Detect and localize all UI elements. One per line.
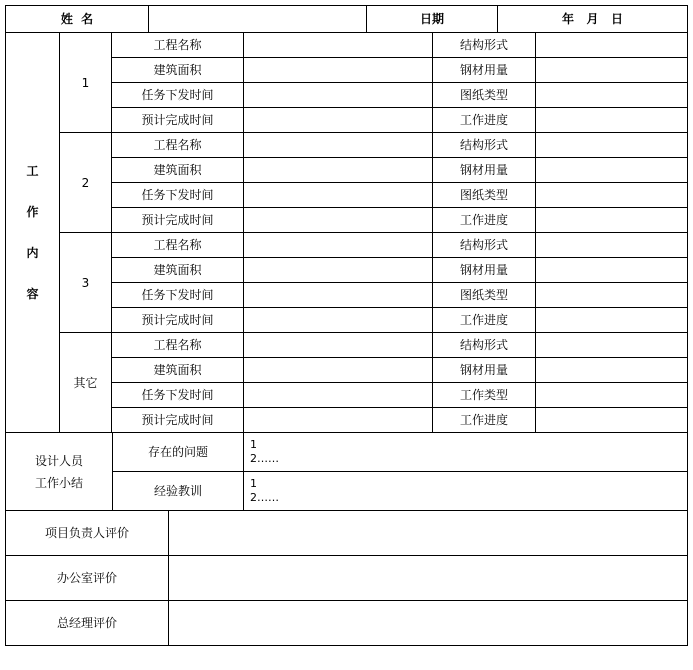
problems-line: 2……: [250, 452, 279, 465]
lessons-line: 1: [250, 477, 257, 490]
field-label-right: 工作类型: [432, 382, 536, 408]
field-label: 建筑面积: [111, 357, 244, 383]
field-label-right: 钢材用量: [432, 257, 536, 283]
field-value[interactable]: [243, 357, 433, 383]
work-content-char: 作: [26, 205, 39, 219]
field-value-right[interactable]: [535, 357, 688, 383]
name-field[interactable]: [148, 5, 367, 33]
designer-summary-line: 工作小结: [34, 475, 83, 490]
pm-evaluation-field[interactable]: [168, 510, 688, 556]
field-label-right: 结构形式: [432, 32, 536, 58]
field-value[interactable]: [243, 282, 433, 308]
field-label-right: 图纸类型: [432, 82, 536, 108]
field-value[interactable]: [243, 307, 433, 333]
problems-field[interactable]: [243, 432, 688, 472]
field-label-right: 结构形式: [432, 232, 536, 258]
field-value[interactable]: [243, 182, 433, 208]
name-label: 姓 名: [5, 5, 149, 33]
field-value-right[interactable]: [535, 382, 688, 408]
field-label: 任务下发时间: [111, 282, 244, 308]
field-value[interactable]: [243, 132, 433, 158]
field-label: 预计完成时间: [111, 207, 244, 233]
field-label-right: 结构形式: [432, 132, 536, 158]
date-field[interactable]: 年 月 日: [497, 5, 688, 33]
field-label: 工程名称: [111, 332, 244, 358]
field-value-right[interactable]: [535, 182, 688, 208]
field-label: 任务下发时间: [111, 182, 244, 208]
office-evaluation-field[interactable]: [168, 555, 688, 601]
problems-label: 存在的问题: [112, 432, 244, 472]
field-value-right[interactable]: [535, 57, 688, 83]
field-label: 工程名称: [111, 132, 244, 158]
gm-evaluation-field[interactable]: [168, 600, 688, 646]
field-label-right: 结构形式: [432, 332, 536, 358]
work-content-char: 内: [26, 246, 39, 260]
designer-summary-label: [5, 432, 113, 511]
problems-line: 1: [250, 438, 257, 451]
pm-evaluation-label: 项目负责人评价: [5, 510, 169, 556]
field-value-right[interactable]: [535, 32, 688, 58]
field-value-right[interactable]: [535, 282, 688, 308]
group-id: 其它: [59, 332, 112, 433]
field-label-right: 钢材用量: [432, 57, 536, 83]
lessons-line: 2……: [250, 491, 279, 504]
group-id: 2: [59, 132, 112, 233]
field-value[interactable]: [243, 382, 433, 408]
field-value[interactable]: [243, 107, 433, 133]
field-label: 工程名称: [111, 32, 244, 58]
date-label: 日期: [366, 5, 498, 33]
field-label: 预计完成时间: [111, 107, 244, 133]
field-label-right: 工作进度: [432, 207, 536, 233]
field-value-right[interactable]: [535, 157, 688, 183]
field-label: 任务下发时间: [111, 382, 244, 408]
work-content-char: 工: [26, 164, 39, 178]
field-value-right[interactable]: [535, 407, 688, 433]
work-content-char: 容: [26, 287, 39, 301]
field-label: 任务下发时间: [111, 82, 244, 108]
field-label-right: 工作进度: [432, 307, 536, 333]
field-label: 预计完成时间: [111, 307, 244, 333]
work-content-label: [5, 32, 60, 433]
field-value[interactable]: [243, 82, 433, 108]
group-id: 1: [59, 32, 112, 133]
designer-summary-line: 设计人员: [34, 453, 83, 468]
field-label-right: 工作进度: [432, 107, 536, 133]
gm-evaluation-label: 总经理评价: [5, 600, 169, 646]
field-value[interactable]: [243, 207, 433, 233]
field-label: 建筑面积: [111, 257, 244, 283]
field-value-right[interactable]: [535, 207, 688, 233]
field-value-right[interactable]: [535, 107, 688, 133]
field-value[interactable]: [243, 32, 433, 58]
field-value-right[interactable]: [535, 82, 688, 108]
field-label: 建筑面积: [111, 157, 244, 183]
field-value-right[interactable]: [535, 332, 688, 358]
field-value-right[interactable]: [535, 232, 688, 258]
field-label-right: 钢材用量: [432, 357, 536, 383]
field-label: 建筑面积: [111, 57, 244, 83]
field-label-right: 图纸类型: [432, 182, 536, 208]
field-label-right: 钢材用量: [432, 157, 536, 183]
field-label: 预计完成时间: [111, 407, 244, 433]
field-value-right[interactable]: [535, 132, 688, 158]
field-value-right[interactable]: [535, 257, 688, 283]
group-id: 3: [59, 232, 112, 333]
field-value[interactable]: [243, 257, 433, 283]
field-value[interactable]: [243, 407, 433, 433]
field-value[interactable]: [243, 232, 433, 258]
field-value[interactable]: [243, 157, 433, 183]
field-label-right: 工作进度: [432, 407, 536, 433]
lessons-label: 经验教训: [112, 471, 244, 511]
field-label-right: 图纸类型: [432, 282, 536, 308]
office-evaluation-label: 办公室评价: [5, 555, 169, 601]
field-label: 工程名称: [111, 232, 244, 258]
field-value-right[interactable]: [535, 307, 688, 333]
field-value[interactable]: [243, 57, 433, 83]
field-value[interactable]: [243, 332, 433, 358]
lessons-field[interactable]: [243, 471, 688, 511]
